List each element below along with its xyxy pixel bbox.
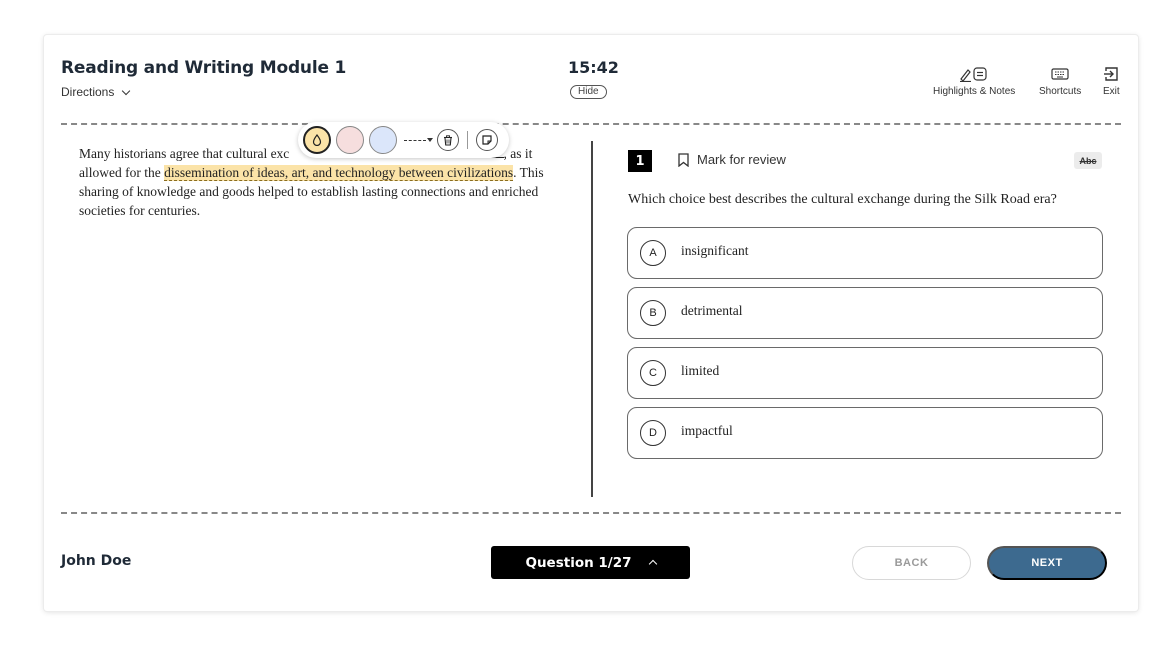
highlights-notes-label: Highlights & Notes [933,86,1016,97]
student-name: John Doe [61,553,132,569]
answer-choice-c[interactable] [627,347,1103,399]
exit-button[interactable] [1103,65,1120,97]
highlight-pen-icon [959,65,989,83]
choice-text: limited [681,363,720,378]
underline-style-icon [404,140,426,141]
footer-divider [61,512,1121,514]
passage-part-1: Many historians agree that cultural exc [79,146,290,161]
trash-icon [443,135,453,146]
mark-for-review-label: Mark for review [697,152,786,167]
answer-choice-b[interactable] [627,287,1103,339]
back-button[interactable]: BACK [852,546,971,580]
add-note-button[interactable] [476,129,498,151]
timer: 15:42 [568,58,619,77]
choice-letter: A [640,240,666,266]
note-icon [482,135,492,145]
highlight-pink-swatch[interactable] [336,126,364,154]
directions-toggle[interactable] [61,85,129,99]
next-button[interactable]: NEXT [987,546,1107,580]
delete-highlight-button[interactable] [437,129,459,151]
highlight-toolbar [298,122,509,158]
choice-letter: B [640,300,666,326]
header-divider [61,123,1121,125]
choice-text: impactful [681,423,733,438]
exit-label: Exit [1103,86,1120,97]
passage-part-3: . This sharing of knowledge and goods helped to establish lasting connections and enriched societies for centuries. [79,165,544,218]
question-navigator-label: Question 1/27 [525,554,632,571]
question-text: Which choice best describes the cultural exchange during the Silk Road era? [628,192,1057,207]
droplet-icon [312,134,322,146]
highlights-notes-button[interactable] [933,65,1015,97]
choice-text: insignificant [681,243,749,258]
highlight-blue-swatch[interactable] [369,126,397,154]
hide-timer-button[interactable]: Hide [570,85,607,99]
passage-highlight[interactable]: dissemination of ideas, art, and technology between civilizations [164,165,514,180]
chevron-down-icon [122,86,130,94]
highlight-yellow-swatch[interactable] [303,126,331,154]
underline-style-dropdown[interactable] [404,138,433,142]
test-window [44,35,1138,611]
choice-text: detrimental [681,303,743,318]
keyboard-icon [1051,65,1069,83]
exit-icon [1103,65,1119,83]
question-navigator-button[interactable] [491,546,690,579]
choice-letter: C [640,360,666,386]
shortcuts-label: Shortcuts [1039,86,1082,97]
bookmark-icon [678,153,689,167]
choice-letter: D [640,420,666,446]
question-number: 1 [628,150,652,172]
passage-part-2: , as it allowed for the [79,146,533,180]
mark-for-review-toggle[interactable] [678,152,786,167]
chevron-up-icon [648,560,656,568]
answer-eliminator-toggle[interactable]: Abc [1074,152,1102,169]
caret-down-icon [427,138,433,142]
answer-choice-d[interactable] [627,407,1103,459]
toolbar-separator [467,131,468,149]
module-title: Reading and Writing Module 1 [61,58,347,78]
shortcuts-button[interactable] [1039,65,1081,97]
answer-choice-a[interactable] [627,227,1103,279]
pane-divider[interactable] [591,141,593,497]
directions-label: Directions [61,85,115,99]
